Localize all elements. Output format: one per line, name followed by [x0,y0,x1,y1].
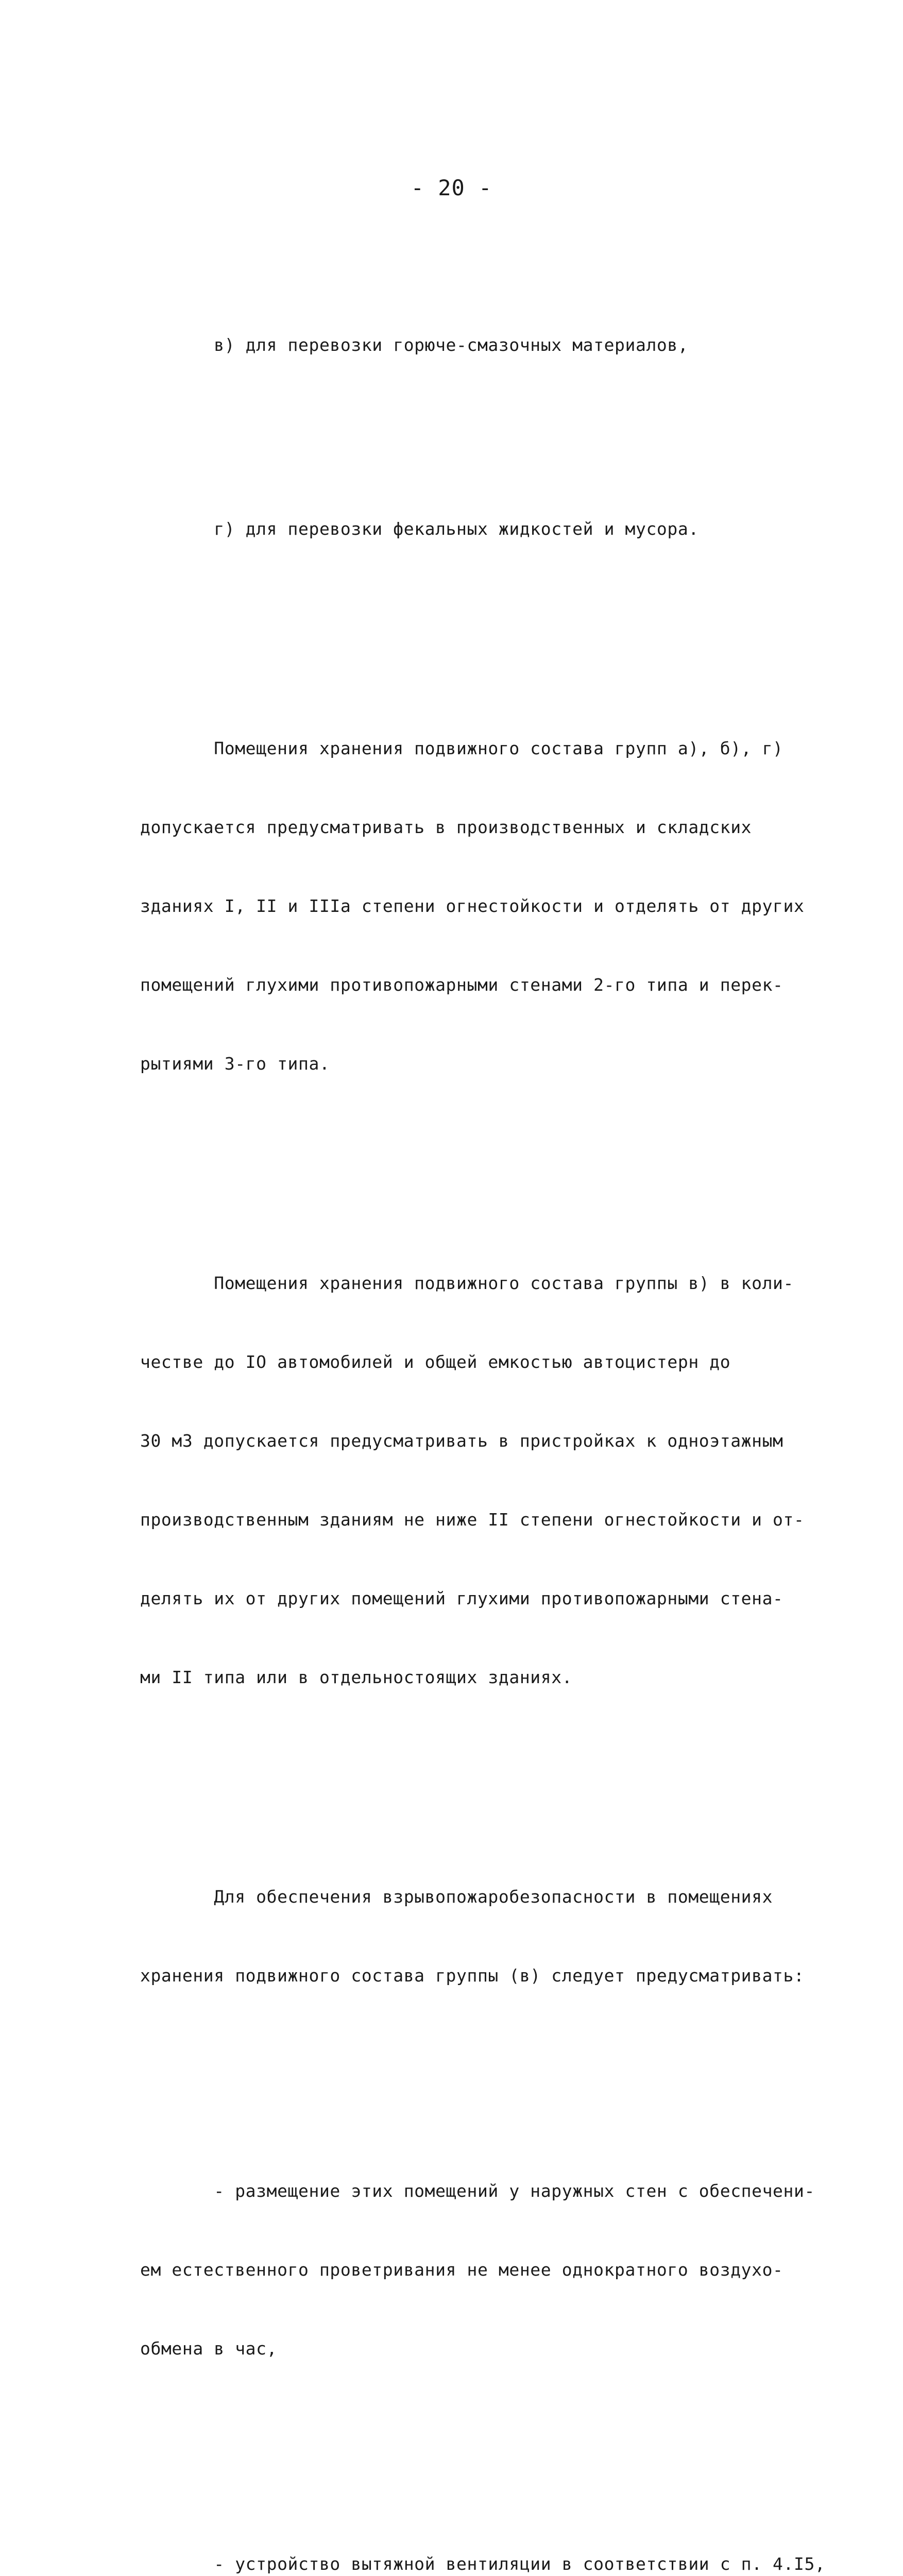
bullet-exhaust-ventilation [140,2498,826,2576]
text-line: помещений глухими противопожарными стенами 2-го типа и перек- [140,975,783,995]
text-line: зданиях I, II и IIIа степени огнестойкости и отделять от других [140,896,805,916]
paragraph-storage-groups-a-b-g [140,683,805,1129]
list-item-v [140,279,784,411]
text-line: рытиями 3-го типа. [140,1054,330,1074]
list-item-g [140,463,784,595]
body-text [140,227,826,2576]
bullet-placement [140,2125,815,2414]
text-line: обмена в час, [140,2338,278,2359]
paragraph-explosion-safety [140,1831,805,2041]
text-line: допускается предусматривать в производственных и складских [140,817,752,837]
page-number: - 20 - [411,175,492,200]
text-line: - устройство вытяжной вентиляции в соответствии с п. 4.I5, [140,2554,826,2574]
text-line: Для обеспечения взрывопожаробезопасности в помещениях [140,1887,773,1907]
text-line: в) для перевозки горюче-смазочных материалов, [140,335,689,355]
text-line: Помещения хранения подвижного состава группы в) в коли- [140,1273,794,1293]
text-line: г) для перевозки фекальных жидкостей и мусора. [140,519,699,539]
paragraph-storage-group-v [140,1217,805,1743]
text-line: делять их от других помещений глухими противопожарными стена- [140,1588,783,1608]
text-line: честве до IO автомобилей и общей емкостью автоцистерн до [140,1352,731,1372]
text-line: Помещения хранения подвижного состава групп а), б), г) [140,738,783,758]
text-line: 30 м3 допускается предусматривать в пристройках к одноэтажным [140,1431,783,1451]
text-line: производственным зданиям не ниже II степени огнестойкости и от- [140,1510,805,1530]
text-line: хранения подвижного состава группы (в) следует предусматривать: [140,1965,805,1986]
text-line: ми II типа или в отдельностоящих зданиях. [140,1667,573,1687]
text-line: - размещение этих помещений у наружных стен с обеспечени- [140,2181,815,2201]
text-line: ем естественного проветривания не менее однократного воздухо- [140,2260,783,2280]
